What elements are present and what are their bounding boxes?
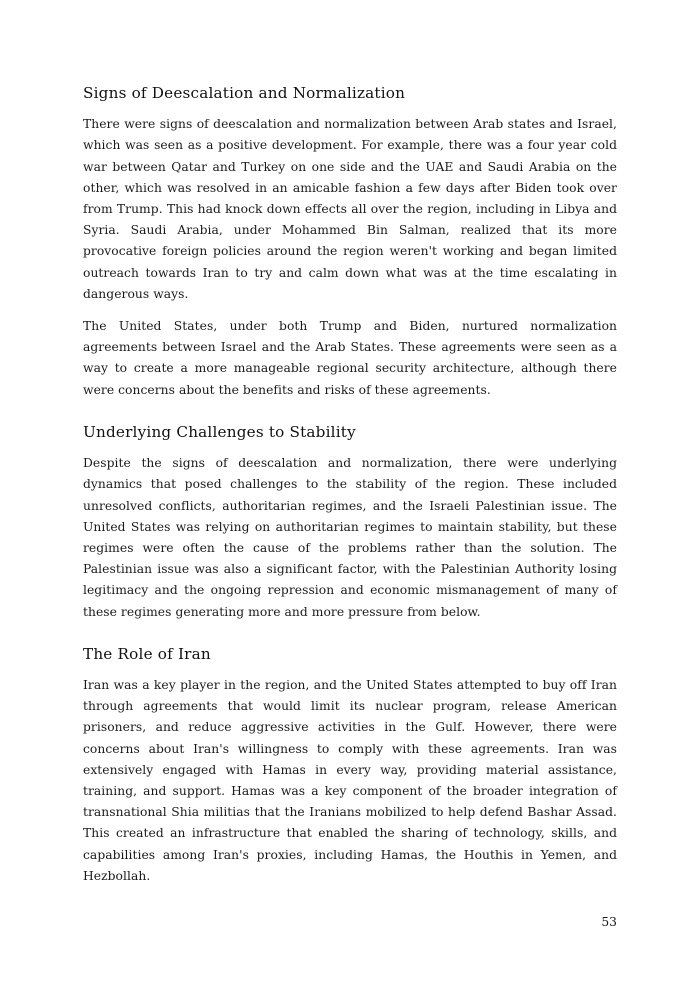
page-number: 53 — [601, 915, 617, 929]
paragraph: Despite the signs of deescalation and normalization, there were underlying dynamics that posed challenges to the stability of the region. These included unresolved conflicts, authoritarian regimes, and the Israeli Palestinian issue. The United States was relying on authoritarian regimes to maintain stability, but these regimes were often the cause of the problems rather than the solution. The Palestinian issue was also a significant factor, with the Palestinian Authority losing legitimacy and the ongoing repression and economic mismanagement of many of these regimes generating more and more pressure from below. — [83, 456, 617, 619]
section-spacer — [83, 623, 617, 645]
paragraph: The United States, under both Trump and Biden, nurtured normalization agreements between Israel and the Arab States. These agreements were seen as a way to create a more manageable regional security architecture, although there were concerns about the benefits and risks of these agreements. — [83, 319, 617, 397]
section-iran — [83, 645, 617, 887]
section-heading-iran: The Role of Iran — [83, 644, 211, 663]
paragraph: Iran was a key player in the region, and the United States attempted to buy off Iran through agreements that would limit its nuclear program, release American prisoners, and reduce aggressive activities in the Gulf. However, there were concerns about Iran's willingness to comply with these agreements. Iran was extensively engaged with Hamas in every way, providing material assistance, training, and support. Hamas was a key component of the broader integration of transnational Shia militias that the Iranians mobilized to help defend Bashar Assad. This created an infrastructure that enabled the sharing of technology, skills, and capabilities among Iran's proxies, including Hamas, the Houthis in Yemen, and Hezbollah. — [83, 677, 617, 883]
section-heading-deescalation: Signs of Deescalation and Normalization — [83, 84, 406, 102]
page-content — [83, 84, 617, 887]
section-heading-challenges: Underlying Challenges to Stability — [83, 422, 356, 441]
section-challenges — [83, 423, 617, 623]
section-spacer — [83, 401, 617, 423]
section-deescalation — [83, 84, 617, 401]
paragraph: There were signs of deescalation and normalization between Arab states and Israel, which was seen as a positive development. For example, there was a four year cold war between Qatar and Turkey on one side and the UAE and Saudi Arabia on the other, which was resolved in an amicable fashion a few days after Biden took over from Trump. This had knock down effects all over the region, including in Libya and Syria. Saudi Arabia, under Mohammed Bin Salman, realized that its more provocative foreign policies around the region weren't working and began limited outreach towards Iran to try and calm down what was at the time escalating in dangerous ways. — [83, 117, 617, 301]
